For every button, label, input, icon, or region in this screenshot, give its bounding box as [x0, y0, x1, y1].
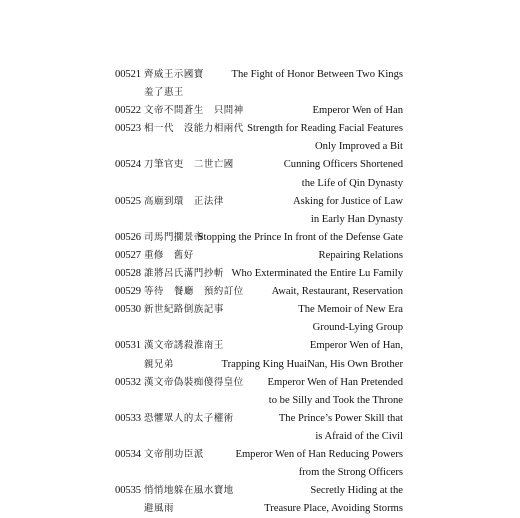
entry-number: 00535: [115, 485, 141, 497]
entry-number: 00523: [115, 123, 141, 135]
entry-number: 00527: [115, 249, 141, 261]
entry-number: 00531: [115, 340, 141, 352]
entry-line: [115, 356, 403, 374]
entry-line: [115, 247, 403, 265]
entry-number: 00522: [115, 105, 141, 117]
entry-chinese-title: 相一代 沒能力相兩代: [144, 123, 244, 135]
entry-english-title: Emperor Wen of Han Reducing Powers: [235, 448, 403, 460]
entry-number: 00524: [115, 159, 141, 171]
entry-english-title: Who Exterminated the Entire Lu Family: [231, 268, 403, 280]
list-item: [115, 337, 403, 373]
entry-chinese-title: 漢文帝偽裝痴傻得皇位: [144, 376, 244, 388]
table-of-contents: [115, 66, 403, 518]
entry-chinese-title: 恐懼眾人的太子權術: [144, 412, 234, 424]
entry-chinese-title: 悄悄地躲在風水寶地: [144, 485, 234, 497]
entry-line: [115, 337, 403, 355]
entry-line: [115, 410, 403, 428]
entry-english-title: to be Silly and Took the Throne: [268, 394, 403, 406]
entry-line: [115, 319, 403, 337]
entry-english-title: the Life of Qin Dynasty: [301, 177, 403, 189]
entry-line: [115, 265, 403, 283]
entry-line: [115, 482, 403, 500]
entry-line: [115, 374, 403, 392]
entry-chinese-title: 文帝不問蒼生 只問神: [144, 105, 244, 117]
entry-chinese-title: 刀筆官吏 二世亡國: [144, 159, 234, 171]
entry-english-title: Strength for Reading Facial Features: [247, 123, 403, 135]
entry-chinese-title: 等待 餐廳 預約訂位: [144, 286, 244, 298]
list-item: [115, 66, 403, 102]
entry-line: [115, 211, 403, 229]
entry-english-title: Trapping King HuaiNan, His Own Brother: [221, 358, 403, 370]
entry-english-title: Only Improved a Bit: [315, 141, 403, 153]
entry-line: [115, 500, 403, 518]
list-item: [115, 283, 403, 301]
entry-line: [115, 120, 403, 138]
list-item: [115, 120, 403, 156]
entry-english-title: is Afraid of the Civil: [315, 430, 403, 442]
entry-number: 00533: [115, 412, 141, 424]
entry-english-title: in Early Han Dynasty: [310, 213, 403, 225]
entry-english-title: Emperor Wen of Han: [312, 105, 403, 117]
entry-line: [115, 392, 403, 410]
entry-chinese-title: 司馬門擱景帝: [144, 231, 204, 243]
entry-line: [115, 138, 403, 156]
entry-chinese-title: 誰將呂氏滿門抄斬: [144, 268, 224, 280]
entry-chinese-title: 羞了惠王: [144, 87, 184, 99]
entry-line: [115, 84, 403, 102]
entry-number: 00532: [115, 376, 141, 388]
entry-line: [115, 301, 403, 319]
entry-line: [115, 175, 403, 193]
entry-english-title: Cunning Officers Shortened: [283, 159, 403, 171]
entry-english-title: Ground-Lying Group: [312, 322, 403, 334]
entry-chinese-title: 齊威王示國寶: [144, 69, 204, 80]
entry-number: 00529: [115, 286, 141, 298]
entry-english-title: Await, Restaurant, Reservation: [271, 286, 403, 298]
entry-english-title: The Fight of Honor Between Two Kings: [231, 69, 403, 80]
list-item: [115, 482, 403, 518]
entry-english-title: Emperor Wen of Han,: [309, 340, 403, 352]
entry-chinese-title: 高廟到環 正法律: [144, 195, 224, 207]
list-item: [115, 446, 403, 482]
entry-line: [115, 283, 403, 301]
list-item: [115, 229, 403, 247]
entry-chinese-title: 親兄弟: [144, 358, 174, 370]
entry-chinese-title: 新世紀路倒族記事: [144, 304, 224, 316]
entry-line: [115, 446, 403, 464]
list-item: [115, 156, 403, 192]
list-item: [115, 193, 403, 229]
entry-english-title: Asking for Justice of Law: [292, 195, 403, 207]
list-item: [115, 247, 403, 265]
entry-line: [115, 428, 403, 446]
entry-number: 00526: [115, 231, 141, 243]
entry-number: 00528: [115, 268, 141, 280]
list-item: [115, 410, 403, 446]
list-item: [115, 374, 403, 410]
entry-english-title: from the Strong Officers: [298, 467, 403, 479]
entry-line: [115, 102, 403, 120]
entry-english-title: The Memoir of New Era: [298, 304, 403, 316]
entry-line: [115, 66, 403, 84]
entry-line: [115, 464, 403, 482]
entry-english-title: The Prince’s Power Skill that: [278, 412, 403, 424]
entry-number: 00521: [115, 69, 141, 80]
entry-chinese-title: 漢文帝誘殺淮南王: [144, 340, 224, 352]
entry-line: [115, 156, 403, 174]
entry-english-title: Stopping the Prince In front of the Defense Gate: [197, 231, 403, 243]
entry-chinese-title: 文帝削功臣派: [144, 448, 204, 460]
entry-number: 00534: [115, 448, 141, 460]
entry-english-title: Treasure Place, Avoiding Storms: [264, 503, 403, 515]
entry-english-title: Secretly Hiding at the: [310, 485, 403, 497]
entry-line: [115, 193, 403, 211]
list-item: [115, 265, 403, 283]
entry-number: 00530: [115, 304, 141, 316]
entry-chinese-title: 重修 舊好: [144, 249, 194, 261]
entry-number: 00525: [115, 195, 141, 207]
entry-english-title: Emperor Wen of Han Pretended: [267, 376, 403, 388]
entry-english-title: Repairing Relations: [318, 249, 403, 261]
list-item: [115, 301, 403, 337]
entry-chinese-title: 避風雨: [144, 503, 174, 515]
entry-line: [115, 229, 403, 247]
list-item: [115, 102, 403, 120]
